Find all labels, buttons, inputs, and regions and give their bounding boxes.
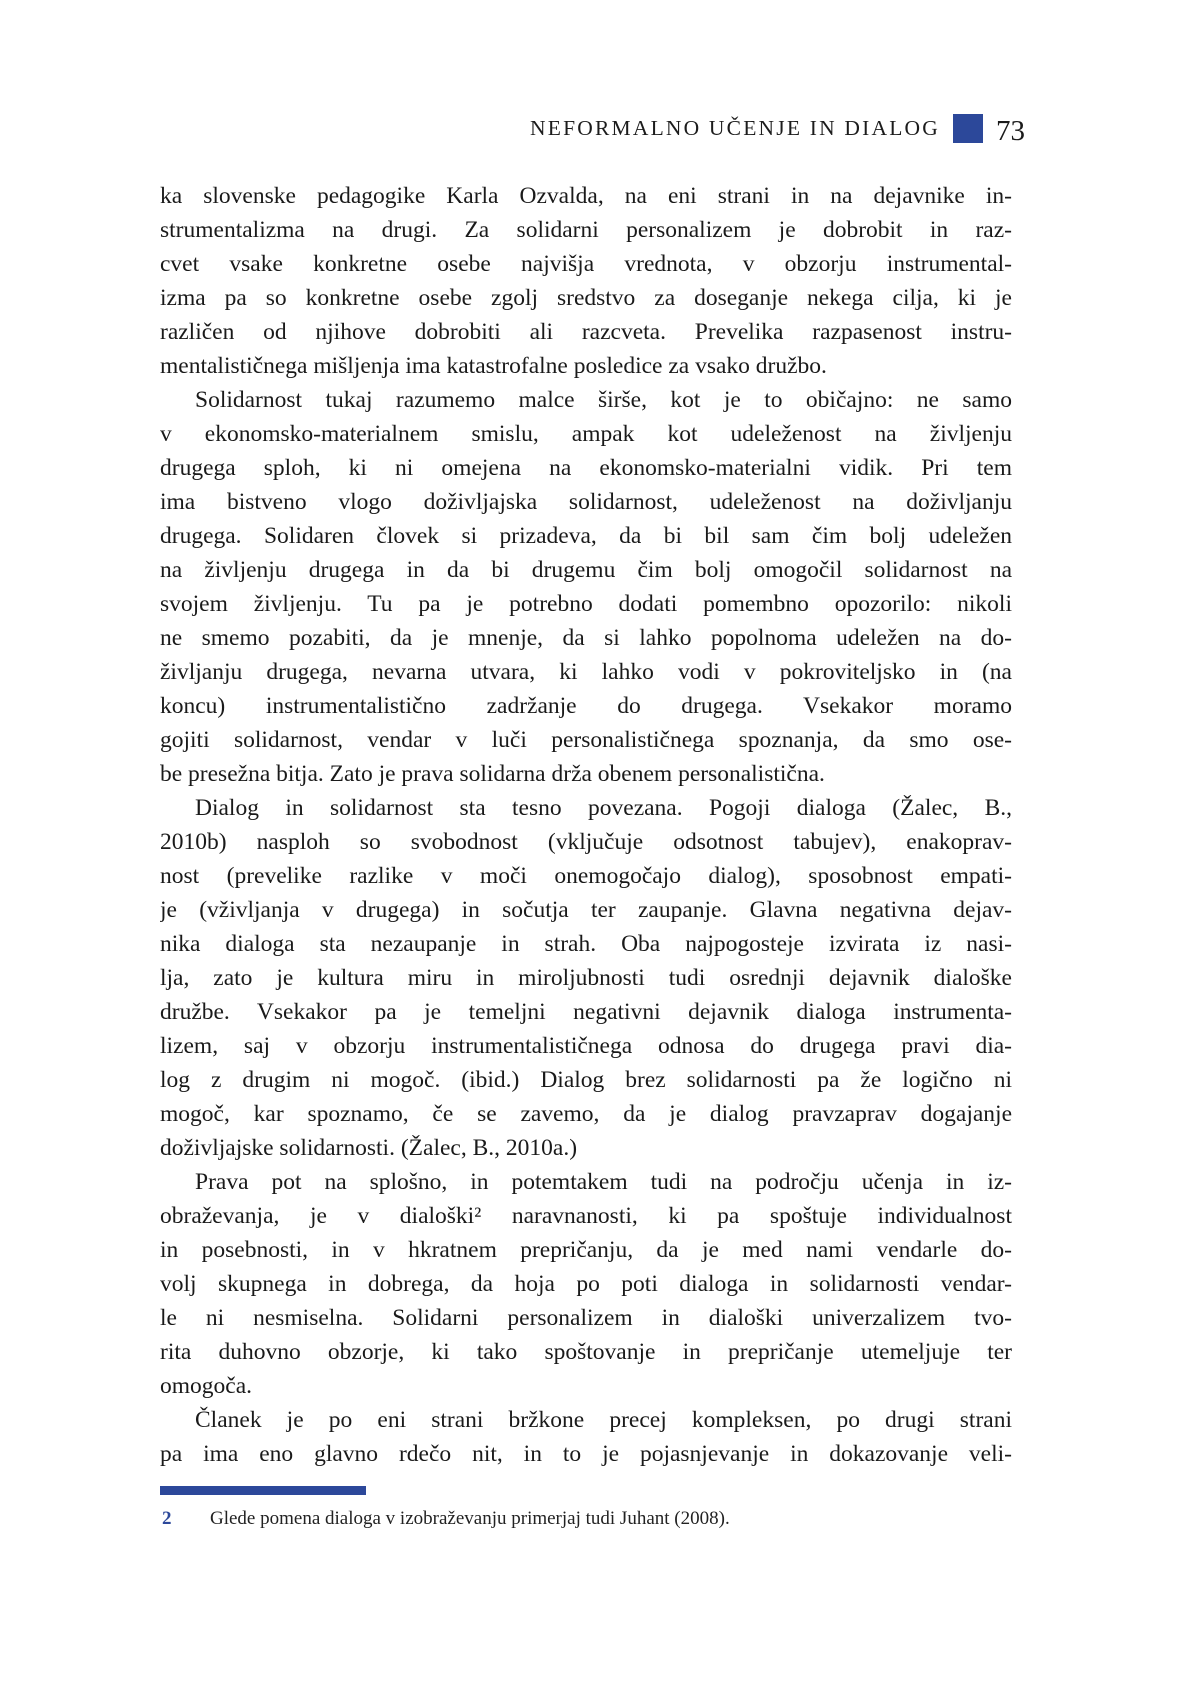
- paragraph: [160, 383, 1012, 791]
- header-accent-square: [953, 114, 983, 143]
- text-line: in posebnosti, in v hkratnem prepričanju, da je med nami vendarle do-: [160, 1237, 1012, 1263]
- footnote-rule: [160, 1486, 366, 1495]
- text-line: ima bistveno vlogo doživljajska solidarnost, udeleženost na doživljanju: [160, 489, 1012, 515]
- text-line: doživljajske solidarnosti. (Žalec, B., 2010a.): [160, 1135, 578, 1161]
- text-line: be presežna bitja. Zato je prava solidarna drža obenem personalistična.: [160, 761, 825, 787]
- text-line: drugega sploh, ki ni omejena na ekonomsko-materialni vidik. Pri tem: [160, 455, 1012, 481]
- paragraph: [160, 179, 1012, 383]
- text-line: strumentalizma na drugi. Za solidarni personalizem je dobrobit in raz-: [160, 217, 1012, 243]
- text-line: koncu) instrumentalistično zadržanje do drugega. Vsekakor moramo: [160, 693, 1012, 719]
- text-line: obraževanja, je v dialoški² naravnanosti, ki pa spoštuje individualnost: [160, 1203, 1012, 1229]
- text-line: volj skupnega in dobrega, da hoja po poti dialoga in solidarnosti vendar-: [160, 1271, 1012, 1297]
- running-title: NEFORMALNO UČENJE IN DIALOG: [530, 116, 940, 140]
- text-line: lizem, saj v obzorju instrumentalističnega odnosa do drugega pravi dia-: [160, 1033, 1012, 1059]
- text-line: 2010b) nasploh so svobodnost (vključuje odsotnost tabujev), enakoprav-: [160, 829, 1012, 855]
- text-line: mentalističnega mišljenja ima katastrofalne posledice za vsako družbo.: [160, 353, 827, 379]
- text-line: ne smemo pozabiti, da je mnenje, da si lahko popolnoma udeležen na do-: [160, 625, 1012, 651]
- text-line: omogoča.: [160, 1373, 253, 1399]
- text-line: je (vživljanja v drugega) in sočutja ter zaupanje. Glavna negativna dejav-: [160, 897, 1012, 923]
- text-line: v ekonomsko-materialnem smislu, ampak kot udeleženost na življenju: [160, 421, 1012, 447]
- footnote-marker: 2: [162, 1508, 172, 1529]
- text-line: drugega. Solidaren človek si prizadeva, da bi bil sam čim bolj udeležen: [160, 523, 1012, 549]
- text-line: cvet vsake konkretne osebe najvišja vrednota, v obzorju instrumental-: [160, 251, 1012, 277]
- text-line: pa ima eno glavno rdečo nit, in to je pojasnjevanje in dokazovanje veli-: [160, 1441, 1012, 1467]
- text-line: Članek je po eni strani bržkone precej kompleksen, po drugi strani: [195, 1407, 1012, 1433]
- text-line: Dialog in solidarnost sta tesno povezana. Pogoji dialoga (Žalec, B.,: [195, 795, 1012, 821]
- text-line: izma pa so konkretne osebe zgolj sredstvo za doseganje nekega cilja, ki je: [160, 285, 1012, 311]
- footnote: [160, 1506, 1012, 1532]
- paragraph: [160, 791, 1012, 1165]
- text-line: gojiti solidarnost, vendar v luči personalističnega spoznanja, da smo ose-: [160, 727, 1012, 753]
- text-line: družbe. Vsekakor pa je temeljni negativni dejavnik dialoga instrumenta-: [160, 999, 1012, 1025]
- text-line: nika dialoga sta nezaupanje in strah. Oba najpogosteje izvirata iz nasi-: [160, 931, 1012, 957]
- text-line: nost (prevelike razlike v moči onemogočajo dialog), sposobnost empati-: [160, 863, 1012, 889]
- text-line: log z drugim ni mogoč. (ibid.) Dialog brez solidarnosti pa že logično ni: [160, 1067, 1012, 1093]
- text-line: lja, zato je kultura miru in miroljubnosti tudi osrednji dejavnik dialoške: [160, 965, 1012, 991]
- page-number: 73: [996, 115, 1025, 147]
- text-line: ka slovenske pedagogike Karla Ozvalda, na eni strani in na dejavnike in-: [160, 183, 1012, 209]
- page-header: [160, 112, 1025, 145]
- text-line: Solidarnost tukaj razumemo malce širše, kot je to običajno: ne samo: [195, 387, 1012, 413]
- text-line: življanju drugega, nevarna utvara, ki lahko vodi v pokroviteljsko in (na: [160, 659, 1012, 685]
- text-line: na življenju drugega in da bi drugemu čim bolj omogočil solidarnost na: [160, 557, 1012, 583]
- text-line: svojem življenju. Tu pa je potrebno dodati pomembno opozorilo: nikoli: [160, 591, 1012, 617]
- text-line: Prava pot na splošno, in potemtakem tudi na področju učenja in iz-: [195, 1169, 1012, 1195]
- body-text: [160, 179, 1012, 1471]
- paragraph: [160, 1403, 1012, 1471]
- paragraph: [160, 1165, 1012, 1403]
- text-line: različen od njihove dobrobiti ali razcveta. Prevelika razpasenost instru-: [160, 319, 1012, 345]
- text-line: rita duhovno obzorje, ki tako spoštovanje in prepričanje utemeljuje ter: [160, 1339, 1012, 1365]
- text-line: mogoč, kar spoznamo, če se zavemo, da je dialog pravzaprav dogajanje: [160, 1101, 1012, 1127]
- footnote-text: Glede pomena dialoga v izobraževanju primerjaj tudi Juhant (2008).: [210, 1508, 730, 1529]
- text-line: le ni nesmiselna. Solidarni personalizem in dialoški univerzalizem tvo-: [160, 1305, 1012, 1331]
